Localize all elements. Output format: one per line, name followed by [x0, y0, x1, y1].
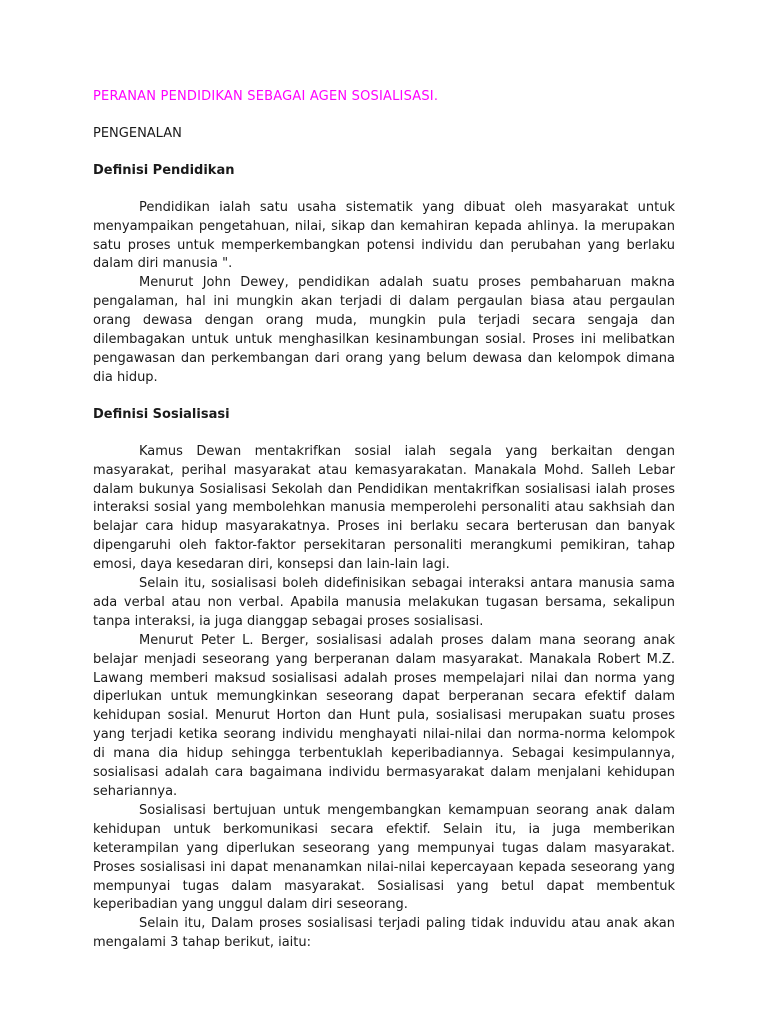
paragraph: Sosialisasi bertujuan untuk mengembangkan kemampuan seorang anak dalam kehidupan untuk berkomunikasi secara efektif. Selain itu, ia juga memberikan keterampilan yang diperlukan seseorang yang mempunyai tugas dalam masyarakat. Proses sosialisasi ini dapat menanamkan nilai-nilai kepercayaan kepada seseorang yang mempunyai tugas dalam masyarakat. Sosialisasi yang betul dapat membentuk keperibadian yang unggul dalam diri seseorang.	[93, 802, 675, 913]
document-title: PERANAN PENDIDIKAN SEBAGAI AGEN SOSIALISASI.	[93, 89, 439, 104]
section-heading-pengenalan: PENGENALAN	[93, 125, 182, 141]
paragraph: Selain itu, Dalam proses sosialisasi terjadi paling tidak induvidu atau anak akan mengalami 3 tahap berikut, iaitu:	[93, 916, 675, 951]
subheading-definisi-pendidikan: Definisi Pendidikan	[93, 162, 235, 178]
definisi-pendidikan-body	[93, 199, 675, 388]
paragraph: Kamus Dewan mentakrifkan sosial ialah segala yang berkaitan dengan masyarakat, perihal masyarakat atau kemasyarakatan. Manakala Mohd. Salleh Lebar dalam bukunya Sosialisasi Sekolah dan Pendidikan mentakrifkan sosialisasi ialah proses interaksi sosial yang membolehkan manusia memperolehi personaliti atau sakhsiah dan belajar cara hidup masyarakatnya. Proses ini berlaku secara berterusan dan banyak dipengaruhi oleh faktor-faktor persekitaran personaliti merangkumi pemikiran, tahap emosi, daya kesedaran diri, konsepsi dan lain-lain lagi.	[93, 443, 675, 573]
subheading-definisi-sosialisasi: Definisi Sosialisasi	[93, 406, 230, 422]
definisi-sosialisasi-body	[93, 443, 675, 953]
document-body	[93, 88, 675, 953]
paragraph: Pendidikan ialah satu usaha sistematik yang dibuat oleh masyarakat untuk menyampaikan pengetahuan, nilai, sikap dan kemahiran kepada ahlinya. Ia merupakan satu proses untuk memperkembangkan potensi individu dan perubahan yang berlaku dalam diri manusia ".	[93, 199, 675, 272]
paragraph: Selain itu, sosialisasi boleh didefinisikan sebagai interaksi antara manusia sama ada verbal atau non verbal. Apabila manusia melakukan tugasan bersama, sekalipun tanpa interaksi, ia juga dianggap sebagai proses sosialisasi.	[93, 576, 675, 629]
paragraph: Menurut John Dewey, pendidikan adalah suatu proses pembaharuan makna pengalaman, hal ini mungkin akan terjadi di dalam pergaulan biasa atau pergaulan orang dewasa dengan orang muda, mungkin pula terjadi secara sengaja dan dilembagakan untuk untuk menghasilkan kesinambungan sosial. Proses ini melibatkan pengawasan dan perkembangan dari orang yang belum dewasa dan kelompok dimana dia hidup.	[93, 275, 675, 385]
paragraph: Menurut Peter L. Berger, sosialisasi adalah proses dalam mana seorang anak belajar menjadi seseorang yang berperanan dalam masyarakat. Manakala Robert M.Z. Lawang memberi maksud sosialisasi adalah proses mempelajari nilai dan norma yang diperlukan untuk memungkinkan seseorang dapat berperanan secara efektif dalam kehidupan sosial. Menurut Horton dan Hunt pula, sosialisasi merupakan suatu proses yang terjadi ketika seorang individu menghayati nilai-nilai dan norma-norma kelompok di mana dia hidup sehingga terbentuklah keperibadiannya. Sebagai kesimpulannya, sosialisasi adalah cara bagaimana individu bermasyarakat dalam menjalani kehidupan sehariannya.	[93, 632, 675, 799]
